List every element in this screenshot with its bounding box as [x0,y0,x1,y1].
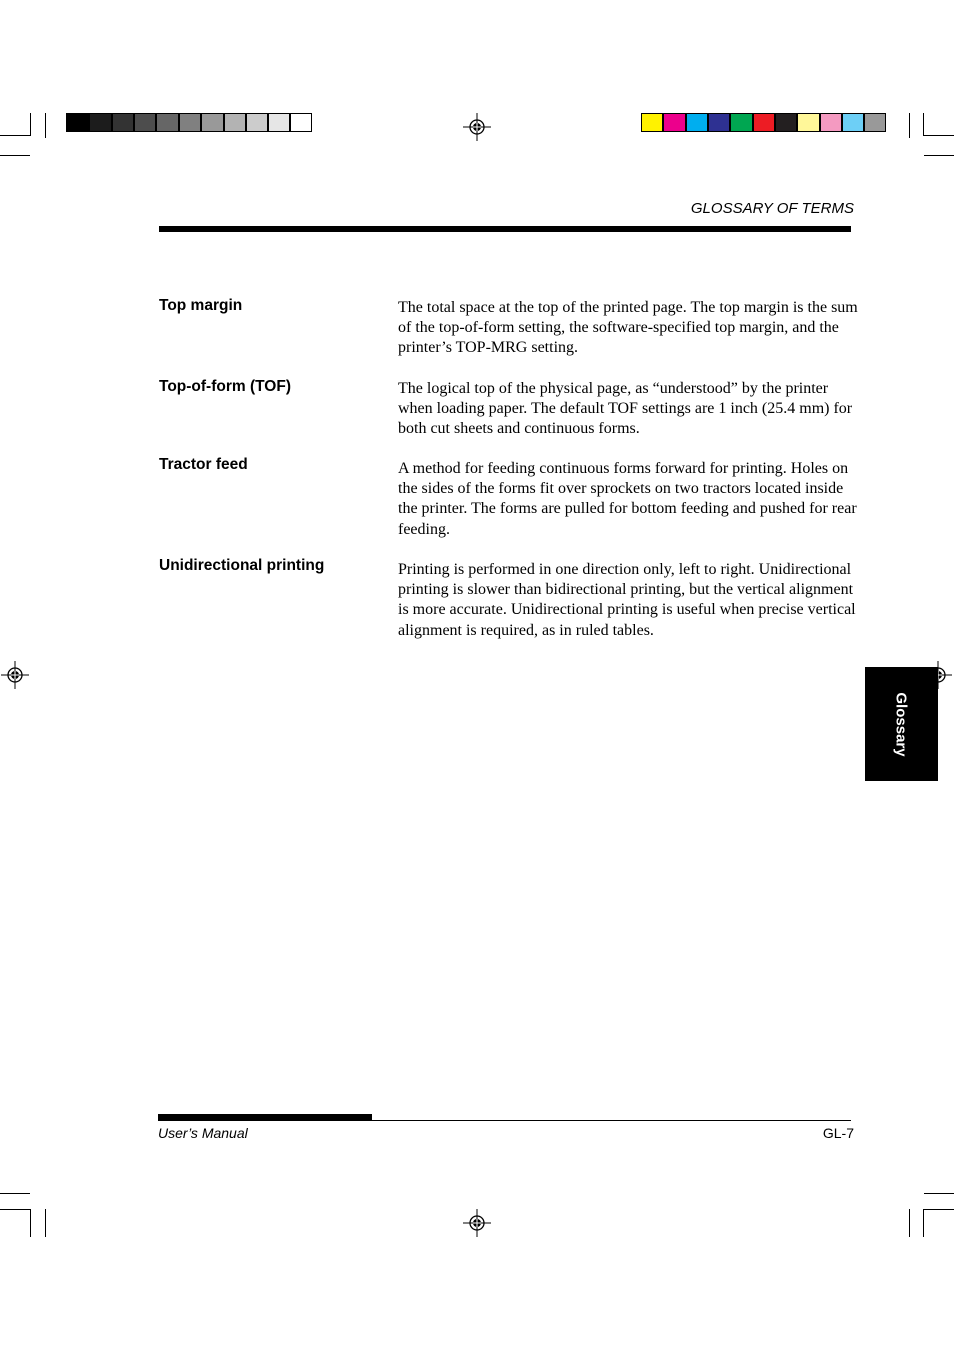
color-swatch [686,113,708,132]
gray-swatch [224,113,246,132]
color-swatch [641,113,663,132]
gray-swatch [112,113,134,132]
gray-swatch [268,113,290,132]
registration-mark-icon [463,113,491,141]
footer-thin-rule [158,1120,851,1121]
color-swatch [864,113,886,132]
page-number: GL-7 [822,1125,854,1141]
color-swatch [730,113,753,132]
glossary-term: Tractor feed [159,456,248,473]
side-tab-label: Glossary [893,691,910,757]
gray-swatch [246,113,268,132]
color-swatch [797,113,820,132]
color-swatch [775,113,797,132]
header-rule [159,226,851,232]
gray-swatch [66,113,89,132]
gray-swatch [134,113,156,132]
gray-swatch [89,113,112,132]
footer-manual-title: User’s Manual [158,1125,248,1141]
glossary-definition: The total space at the top of the printed page. The top margin is the sum of the top-of-form setting, the software-specified top margin, and the printer’s TOP-MRG setting. [398,299,858,357]
color-swatch [663,113,686,132]
gray-swatch [290,113,312,132]
glossary-definition: The logical top of the physical page, as “understood” by the printer when loading paper. The default TOF settings are 1 inch (25.4 mm) for both cut sheets and continuous forms. [398,380,853,438]
registration-mark-icon [463,1209,491,1237]
registration-mark-icon [1,661,29,689]
section-title: GLOSSARY OF TERMS [690,200,854,217]
color-swatch [842,113,864,132]
gray-swatch [156,113,179,132]
glossary-term: Top margin [159,297,243,314]
color-swatch [753,113,775,132]
glossary-term: Unidirectional printing [159,557,325,574]
glossary-side-tab [865,667,938,781]
glossary-term: Top-of-form (TOF) [159,378,291,395]
gray-swatch [201,113,224,132]
gray-swatch [179,113,201,132]
color-swatch [708,113,730,132]
glossary-definition: Printing is performed in one direction only, left to right. Unidirectional printing is slower than bidirectional printing, but the vertical alignment is more accurate. Unidirectional printing is useful when precise vertical alignment is required, as in ruled tables. [398,561,856,639]
glossary-definition: A method for feeding continuous forms forward for printing. Holes on the sides of the forms fit over sprockets on two tractors located inside the printer. The forms are pulled for bottom feeding and pushed for rear feeding. [398,460,857,538]
color-swatch [820,113,842,132]
